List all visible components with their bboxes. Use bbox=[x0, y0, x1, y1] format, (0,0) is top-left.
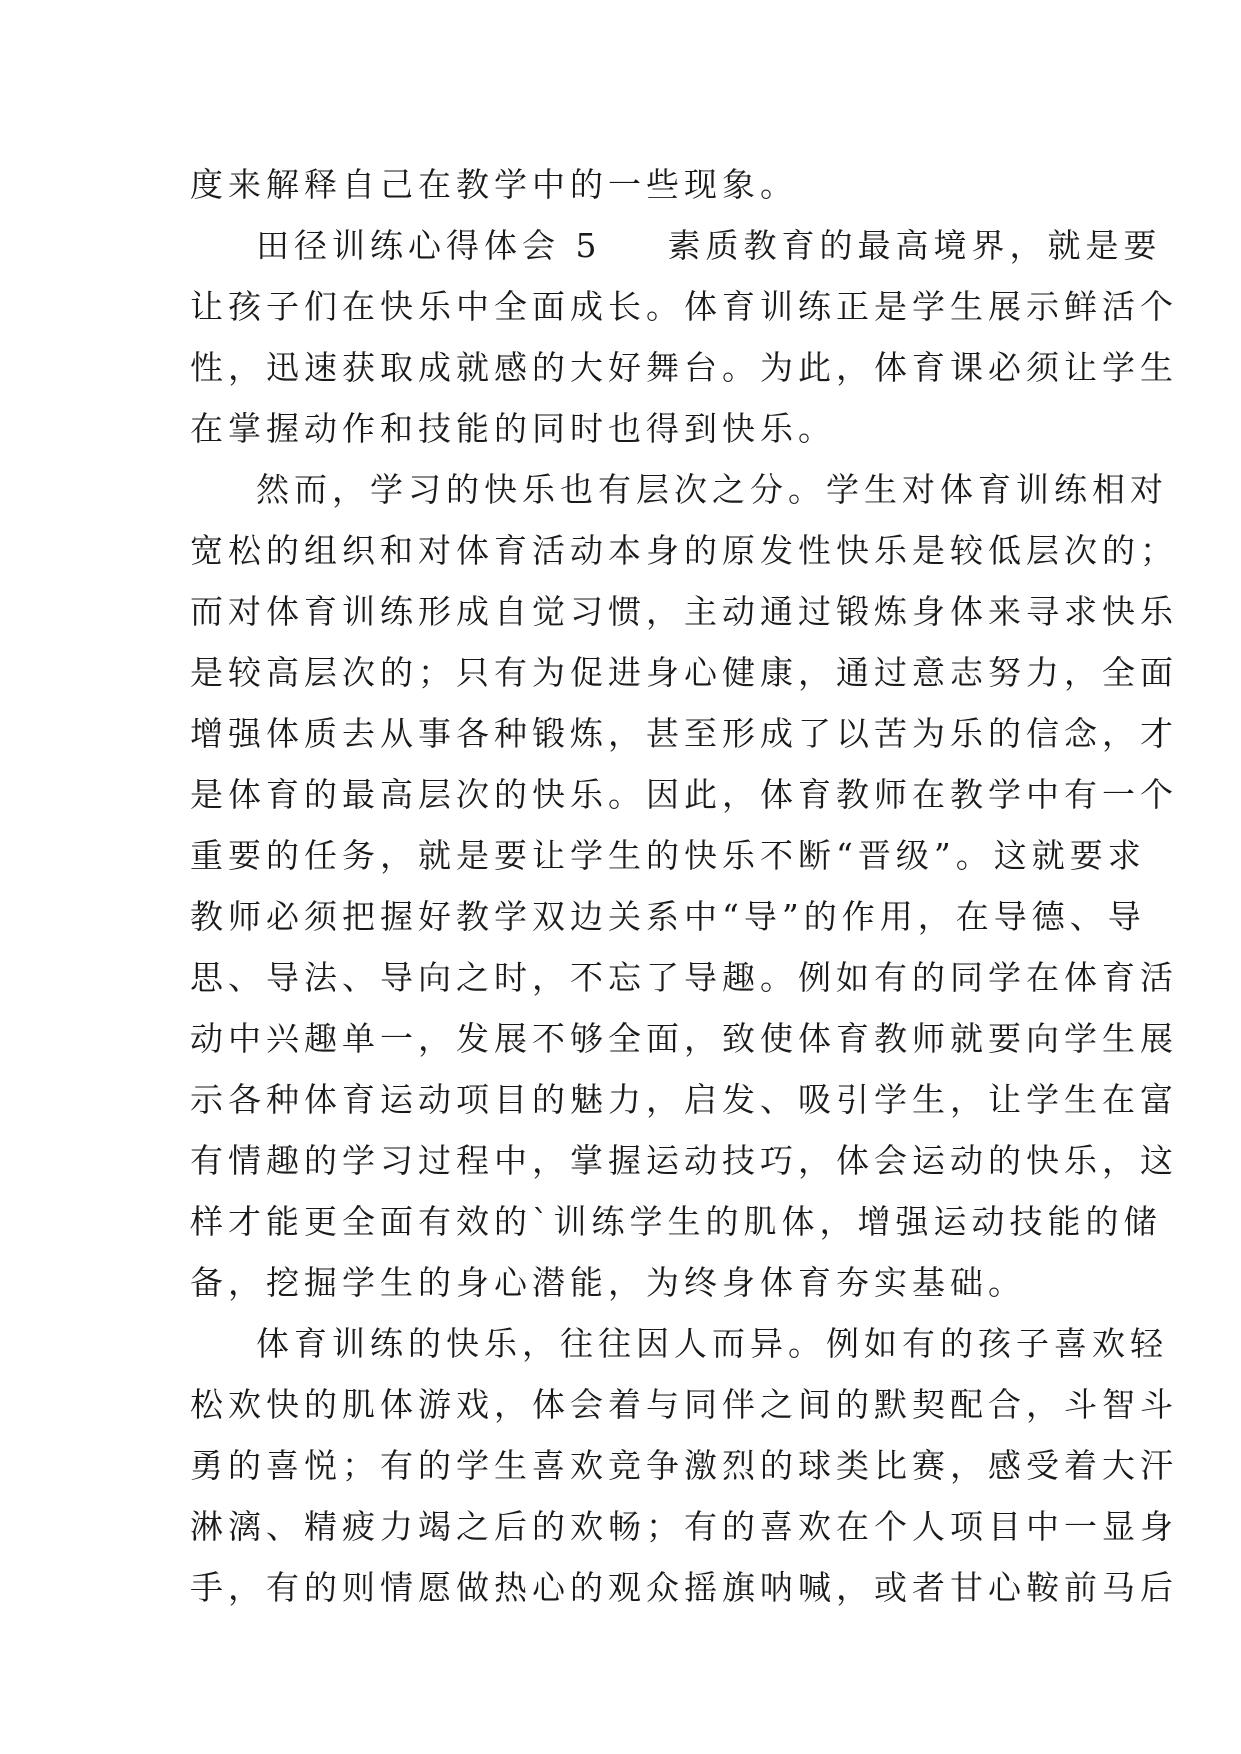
text-line: 勇的喜悦；有的学生喜欢竞争激烈的球类比赛，感受着大汗 bbox=[190, 1446, 1178, 1485]
text-line: 有情趣的学习过程中，掌握运动技巧，体会运动的快乐，这 bbox=[190, 1141, 1178, 1180]
text-line: 重要的任务，就是要让学生的快乐不断“晋级”。这就要求 bbox=[190, 836, 1146, 875]
text-line: 而对体育训练形成自觉习惯，主动通过锻炼身体来寻求快乐 bbox=[190, 592, 1178, 631]
section-heading: 田径训练心得体会 5 bbox=[256, 226, 602, 265]
text-line: 然而，学习的快乐也有层次之分。学生对体育训练相对 bbox=[256, 470, 1168, 509]
body-text bbox=[190, 154, 1178, 1618]
text-line: 教师必须把握好教学双边关系中“导”的作用，在导德、导 bbox=[190, 897, 1146, 936]
heading-trailing-text: 素质教育的最高境界，就是要 bbox=[667, 226, 1162, 265]
text-line: 示各种体育运动项目的魅力，启发、吸引学生，让学生在富 bbox=[190, 1080, 1178, 1119]
text-line: 性，迅速获取成就感的大好舞台。为此，体育课必须让学生 bbox=[190, 348, 1178, 387]
text-line: 松欢快的肌体游戏，体会着与同伴之间的默契配合，斗智斗 bbox=[190, 1385, 1178, 1424]
text-line: 思、导法、导向之时，不忘了导趣。例如有的同学在体育活 bbox=[190, 958, 1178, 997]
text-line: 是体育的最高层次的快乐。因此，体育教师在教学中有一个 bbox=[190, 775, 1178, 814]
text-line: 在掌握动作和技能的同时也得到快乐。 bbox=[190, 409, 836, 448]
text-line: 是较高层次的；只有为促进身心健康，通过意志努力，全面 bbox=[190, 653, 1178, 692]
text-line-heading bbox=[190, 215, 1162, 276]
text-line: 体育训练的快乐，往往因人而异。例如有的孩子喜欢轻 bbox=[256, 1324, 1168, 1363]
text-line: 淋漓、精疲力竭之后的欢畅；有的喜欢在个人项目中一显身 bbox=[190, 1507, 1178, 1546]
text-line: 宽松的组织和对体育活动本身的原发性快乐是较低层次的； bbox=[190, 531, 1178, 570]
text-line: 度来解释自己在教学中的一些现象。 bbox=[190, 165, 798, 204]
text-line: 样才能更全面有效的`训练学生的肌体，增强运动技能的储 bbox=[190, 1202, 1162, 1241]
text-line: 手，有的则情愿做热心的观众摇旗呐喊，或者甘心鞍前马后 bbox=[190, 1568, 1178, 1607]
text-line: 动中兴趣单一，发展不够全面，致使体育教师就要向学生展 bbox=[190, 1019, 1178, 1058]
text-line: 让孩子们在快乐中全面成长。体育训练正是学生展示鲜活个 bbox=[190, 287, 1178, 326]
text-line: 增强体质去从事各种锻炼，甚至形成了以苦为乐的信念，才 bbox=[190, 714, 1178, 753]
text-line: 备，挖掘学生的身心潜能，为终身体育夯实基础。 bbox=[190, 1263, 1026, 1302]
